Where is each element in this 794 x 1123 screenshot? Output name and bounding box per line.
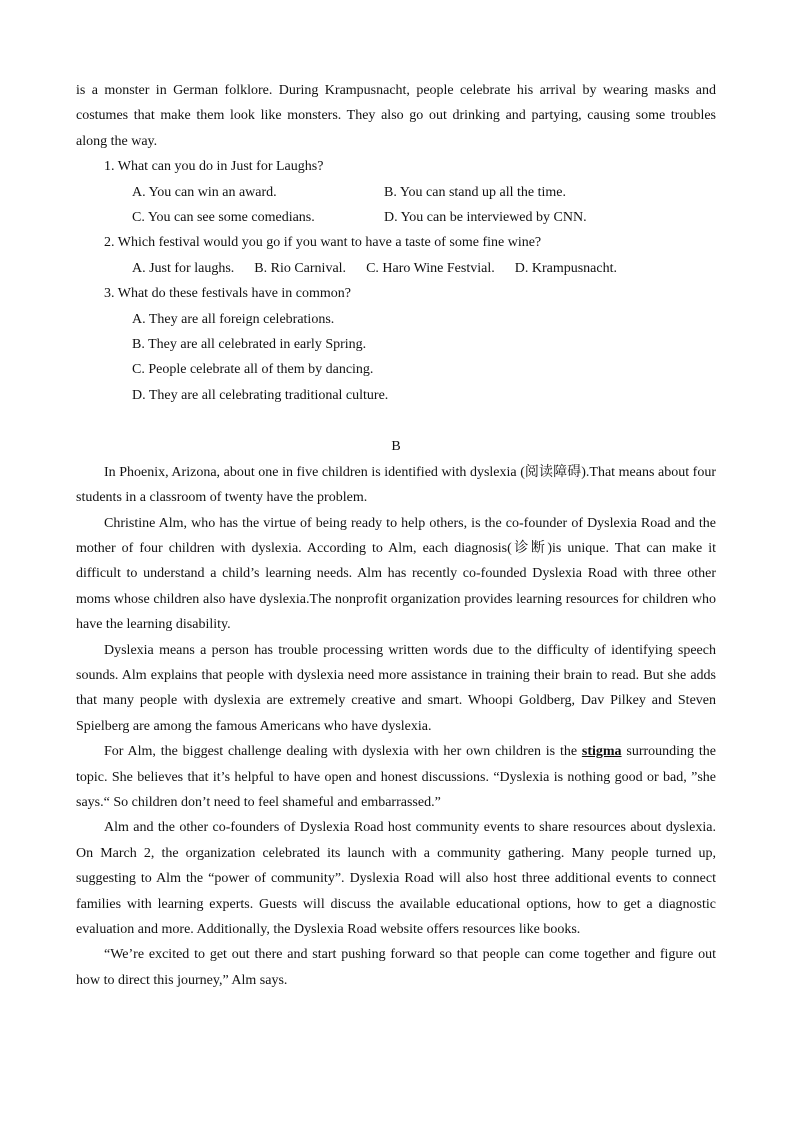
question-2-option-b: B. Rio Carnival. (254, 260, 347, 276)
question-2-options (76, 256, 716, 281)
passage-b-paragraph-2: Christine Alm, who has the virtue of being ready to help others, is the co-founder of Dyslexia Road and the mother of four children with dyslexia. According to Alm, each diagnosis(诊断)is unique. That can make it difficult to understand a child’s learning needs. Alm has recently co-founded Dyslexia Road with three other moms whose children also have dyslexia.The nonprofit organization provides learning resources for children who have the learning disability. (76, 515, 716, 633)
question-3-option-a: A. They are all foreign celebrations. (132, 311, 335, 327)
section-b-heading: B (391, 439, 401, 455)
passage-b-paragraph-4 (76, 739, 716, 815)
passage-b-paragraph-3: Dyslexia means a person has trouble processing written words due to the difficulty of identifying speech sounds. Alm explains that people with dyslexia need more assistance in training their brain to read. But she adds that many people with dyslexia are extremely creative and smart. Whoopi Goldberg, Dav Pilkey and Steven Spielberg are among the famous Americans who have dyslexia. (76, 642, 716, 734)
question-2-option-d: D. Krampusnacht. (514, 260, 617, 276)
question-1-stem: 1. What can you do in Just for Laughs? (104, 159, 324, 175)
question-3-option-b: B. They are all celebrated in early Spring. (132, 337, 367, 353)
question-3-option-c: C. People celebrate all of them by dancing. (132, 362, 374, 378)
question-1-option-a: A. You can win an award. (132, 184, 277, 200)
question-1-option-b: B. You can stand up all the time. (384, 184, 566, 200)
question-3-stem: 3. What do these festivals have in common? (104, 286, 352, 302)
paragraph-4-text-after: surrounding the topic. She believes that it’s helpful to have open and honest discussions. “Dyslexia is nothing good or bad, ”she says.“ So children don’t need to feel shameful and embarrassed.” (76, 744, 716, 810)
passage-b-paragraph-6: “We’re excited to get out there and start pushing forward so that people can come together and figure out how to direct this journey,” Alm says. (76, 947, 716, 988)
question-2-option-a: A. Just for laughs. (132, 260, 235, 276)
question-1-option-d: D. You can be interviewed by CNN. (384, 210, 587, 226)
paragraph-4-text-before: For Alm, the biggest challenge dealing with dyslexia with her own children is the (104, 744, 582, 760)
document-page (76, 78, 716, 993)
question-1-option-c: C. You can see some comedians. (132, 210, 315, 226)
question-2-option-c: C. Haro Wine Festvial. (366, 260, 495, 276)
passage-a-tail: is a monster in German folklore. During Krampusnacht, people celebrate his arrival by wearing masks and costumes that make them look like monsters. They also go out drinking and partying, causing some troubles along the way. (76, 83, 716, 149)
question-2-stem: 2. Which festival would you go if you want to have a taste of some fine wine? (104, 235, 542, 251)
question-1-options-row-2 (76, 205, 716, 230)
question-3-option-d: D. They are all celebrating traditional culture. (132, 387, 389, 403)
passage-b-paragraph-5: Alm and the other co-founders of Dyslexia Road host community events to share resources about dyslexia. On March 2, the organization celebrated its launch with a community gathering. Many people turned up, suggesting to Alm the “power of community”. Dyslexia Road will also host three additional events to connect families with learning experts. Guests will discuss the available educational options, how to get a diagnostic evaluation and more. Additionally, the Dyslexia Road website offers resources like books. (76, 820, 716, 937)
stigma-keyword: stigma (581, 744, 622, 760)
passage-b-paragraph-1: In Phoenix, Arizona, about one in five children is identified with dyslexia (阅读障碍).That means about four students in a classroom of twenty have the problem. (76, 464, 716, 506)
question-1-options-row-1 (76, 180, 716, 205)
